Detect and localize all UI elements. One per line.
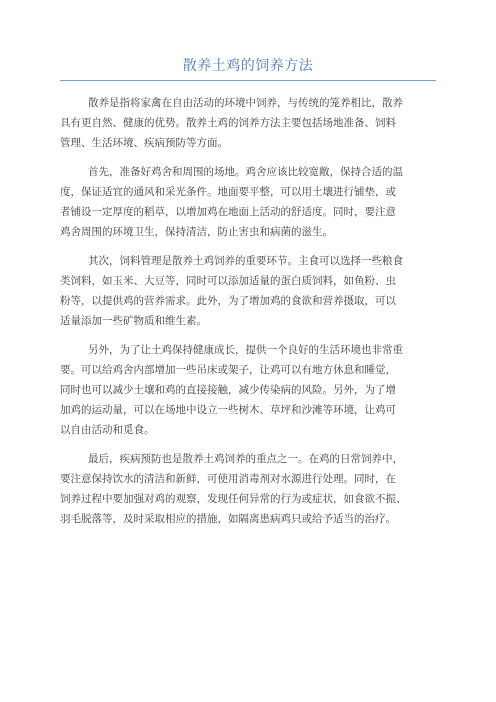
paragraph-line: 度，保证适宜的通风和采光条件。地面要平整，可以用土壤进行铺垫，或 (60, 186, 396, 198)
paragraph-intro (60, 93, 437, 153)
paragraph-line: 类饲料，如玉米、大豆等，同时可以添加适量的蛋白质饲料，如鱼粉、虫 (60, 275, 396, 287)
paragraph-line: 粉等，以提供鸡的营养需求。此外，为了增加鸡的食欲和营养摄取，可以 (60, 295, 396, 307)
document-title: 散养土鸡的饲养方法 (182, 58, 314, 74)
title-underline (60, 80, 436, 81)
paragraph-line: 具有更自然、健康的优势。散养土鸡的饲养方法主要包括场地准备、饲料 (60, 117, 396, 129)
paragraph-line: 最后，疾病预防也是散养土鸡饲养的重点之一。在鸡的日常饲养中， (88, 453, 403, 465)
paragraph-line: 要注意保持饮水的清洁和新鲜，可使用消毒剂对水源进行处理。同时，在 (60, 473, 396, 485)
paragraph-disease-prevention (60, 449, 437, 529)
paragraph-line: 饲养过程中要加强对鸡的观察，发现任何异常的行为或症状，如食欲不振、 (60, 493, 407, 505)
paragraph-line: 加鸡的运动量，可以在场地中设立一些树木、草坪和沙滩等环境，让鸡可 (60, 404, 396, 416)
paragraph-site-preparation (60, 162, 437, 242)
paragraph-line: 者铺设一定厚度的稻草，以增加鸡在地面上活动的舒适度。同时，要注意 (60, 206, 396, 218)
paragraph-line: 首先，准备好鸡舍和周围的场地。鸡舍应该比较宽敞，保持合适的温 (88, 166, 403, 178)
paragraph-line: 散养是指将家禽在自由活动的环境中饲养，与传统的笼养相比，散养 (88, 97, 403, 109)
paragraph-line: 同时也可以减少土壤和鸡的直接接触，减少传染病的风险。另外，为了增 (60, 384, 396, 396)
paragraph-line: 以自由活动和觅食。 (60, 424, 155, 436)
paragraph-line: 另外，为了让土鸡保持健康成长，提供一个良好的生活环境也非常重 (88, 344, 403, 356)
paragraph-feed-management (60, 251, 437, 331)
paragraph-line: 羽毛脱落等，及时采取相应的措施，如隔离患病鸡只或给予适当的治疗。 (60, 513, 396, 525)
paragraph-line: 适量添加一些矿物质和维生素。 (60, 315, 207, 327)
paragraph-line: 其次，饲料管理是散养土鸡饲养的重要环节。主食可以选择一些粮食 (88, 255, 403, 267)
paragraph-line: 要。可以给鸡舍内部增加一些吊床或架子，让鸡可以有地方休息和睡觉， (60, 364, 396, 376)
document-body (60, 93, 437, 538)
paragraph-living-environment (60, 340, 437, 440)
paragraph-line: 鸡舍周围的环境卫生，保持清洁，防止害虫和病菌的滋生。 (60, 226, 333, 238)
paragraph-line: 管理、生活环境、疾病预防等方面。 (60, 137, 228, 149)
